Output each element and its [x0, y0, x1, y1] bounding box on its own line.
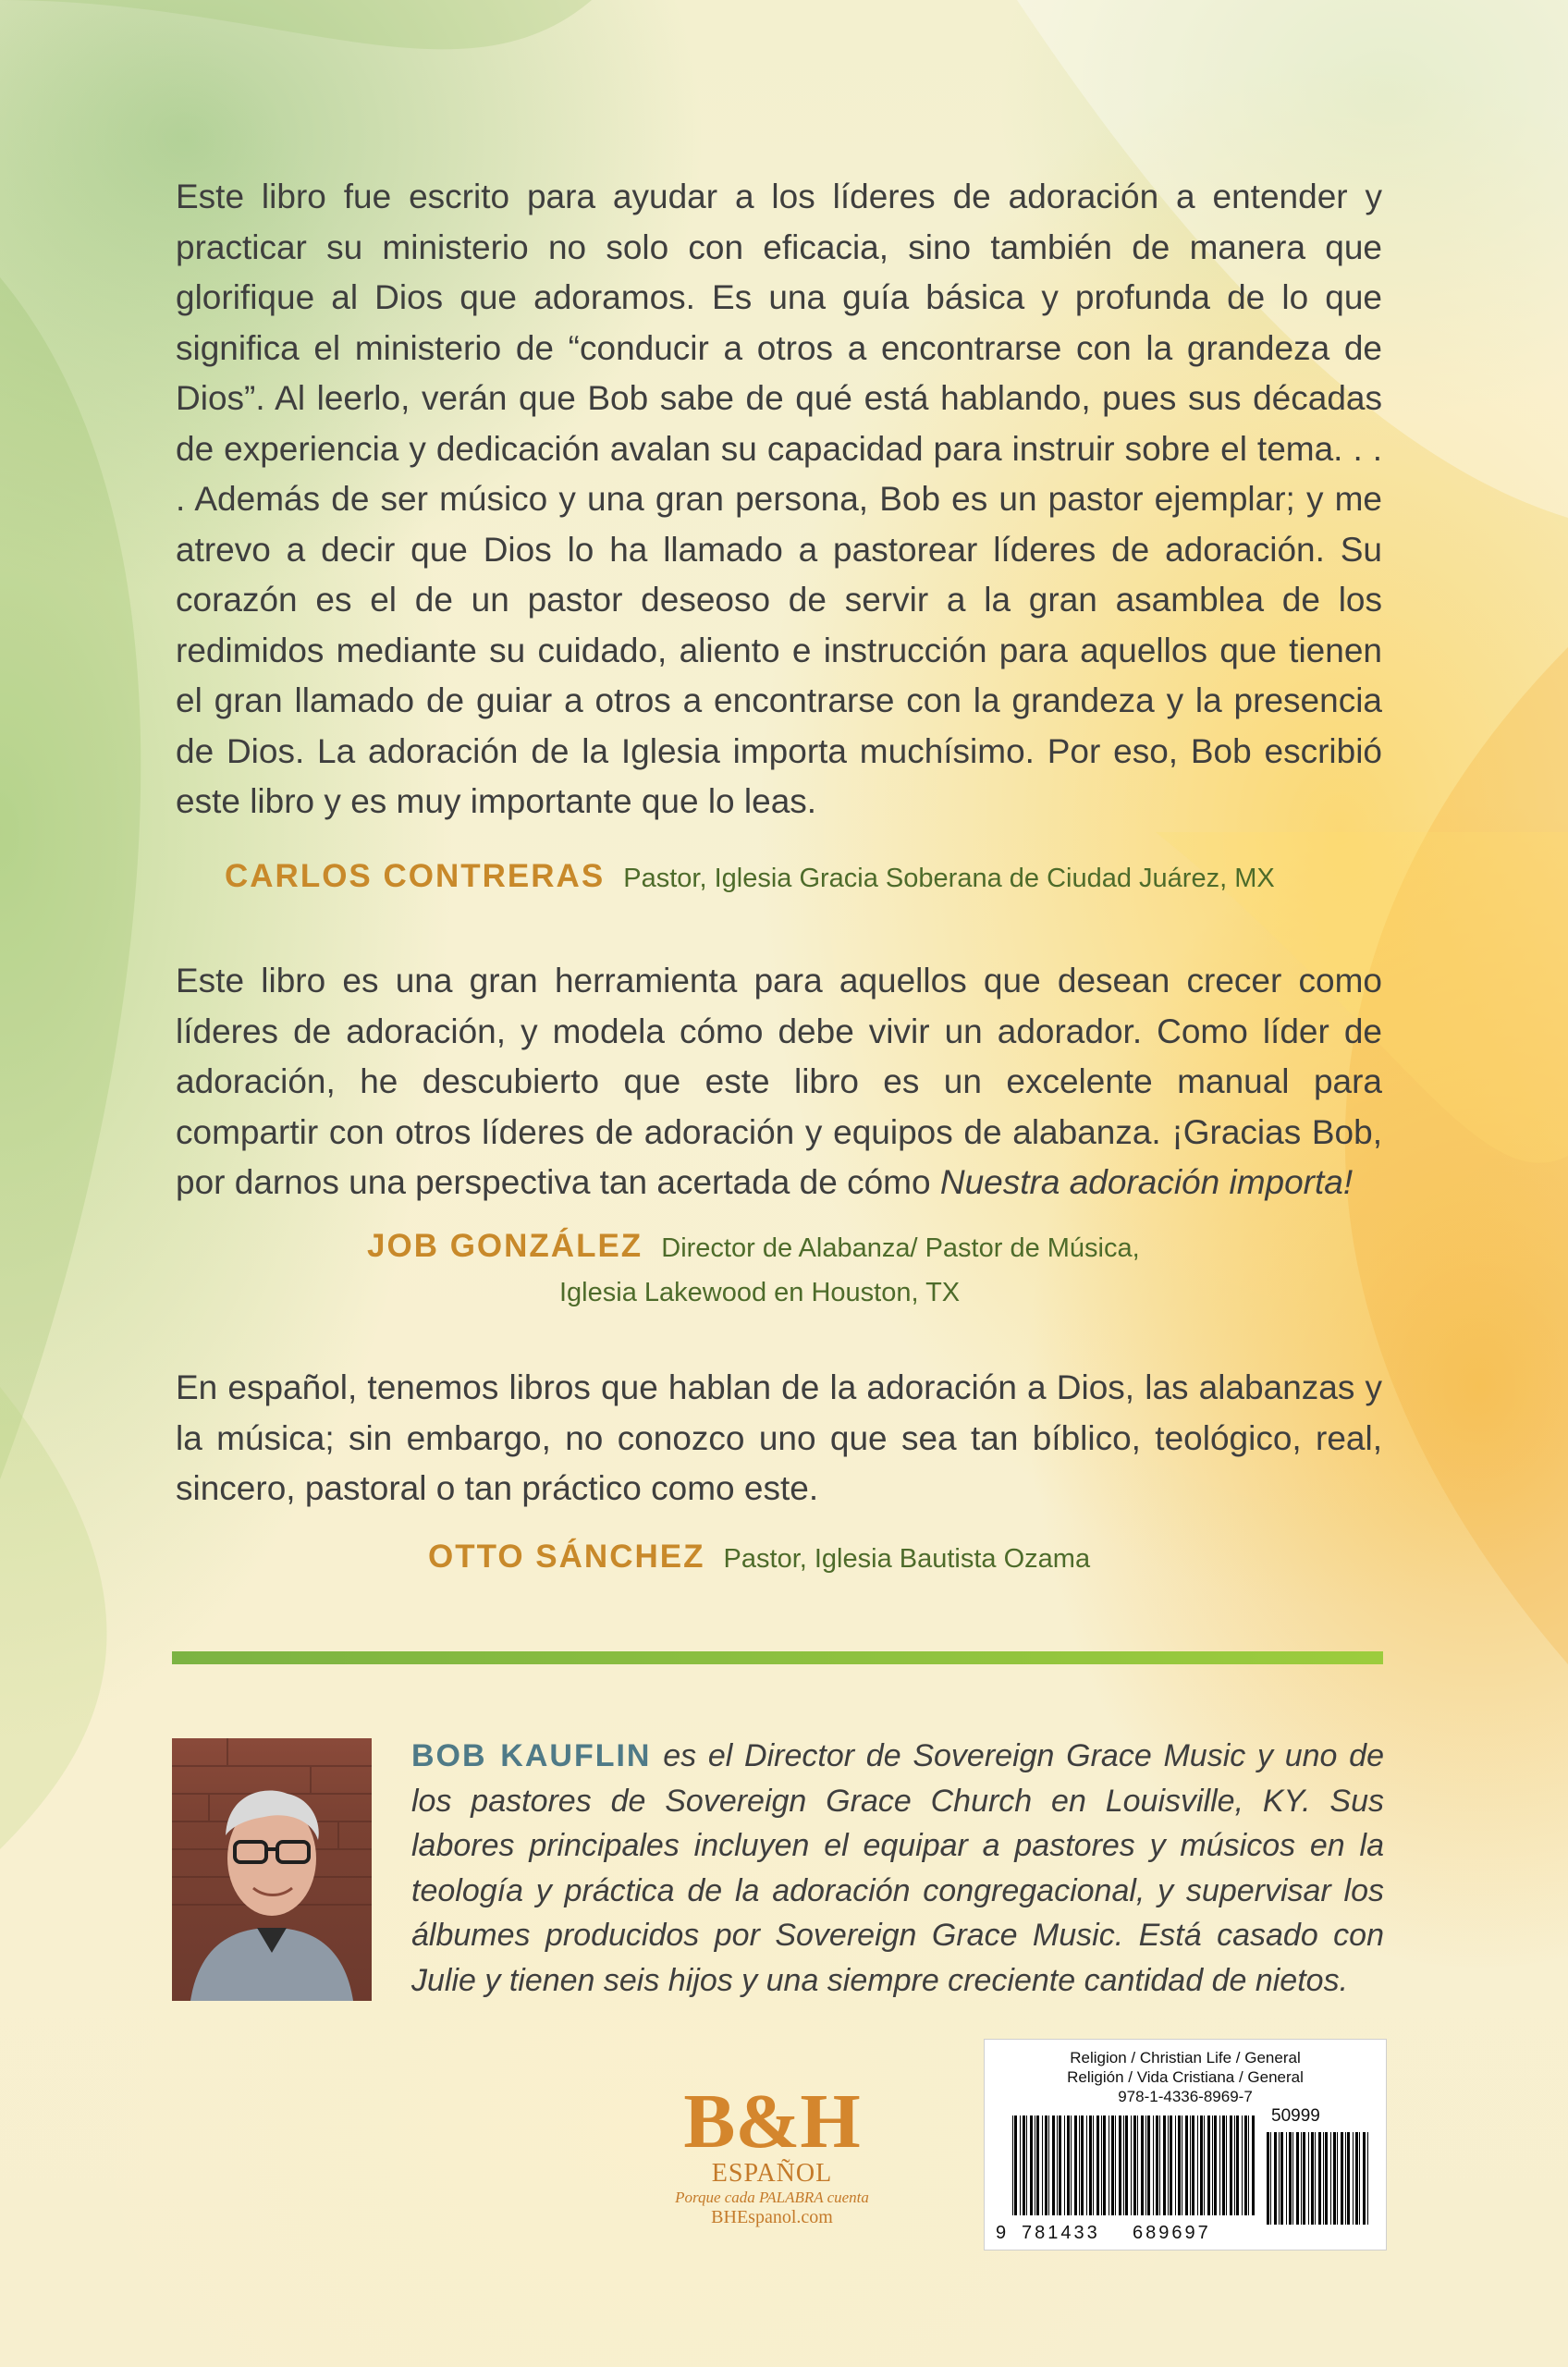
quote-2-name: JOB GONZÁLEZ: [367, 1228, 643, 1264]
quote-1-attribution: [225, 858, 1275, 895]
category-spanish: Religión / Vida Cristiana / General: [1067, 2068, 1304, 2086]
divider-rule: [172, 1651, 1383, 1664]
publisher-logo: [633, 2079, 911, 2228]
publisher-logo-mark: B&H: [683, 2079, 861, 2165]
barcode-digits-left: 781433: [1022, 2223, 1100, 2243]
author-bio-text: es el Director de Sovereign Grace Music y uno de los pastores de Sovereign Grace Church en Louisville, KY. Sus labores principales incluyen el equipar a pastores y músicos en la teología y práctica de la adoración congregacional, y supervisar los álbumes producidos por Sovereign Grace Music. Está casado con Julie y tienen seis hijos y una siempre creciente cantidad de nietos.: [411, 1738, 1384, 1998]
quote-1-text: Este libro fue escrito para ayudar a los líderes de adoración a entender y practicar su ministerio no solo con eficacia, sino también de manera que glorifique al Dios que adoramos. Es una guía básica y profunda de lo que significa el ministerio de “conducir a otros a encontrarse con la grandeza de Dios”. Al leerlo, verán que Bob sabe de qué está hablando, pues sus décadas de experiencia y dedicación avalan su capacidad para instruir sobre el tema. . . . Además de ser músico y una gran persona, Bob es un pastor ejemplar; y me atrevo a decir que Dios lo ha llamado a pastorear líderes de adoración. Su corazón es el de un pastor deseoso de servir a la gran asamblea de los redimidos mediante su cuidado, aliento e instrucción para aquellos que tienen el gran llamado de guiar a otros a encontrarse con la grandeza y la presencia de Dios. La adoración de la Iglesia importa muchísimo. Por eso, Bob escribió este libro y es muy importante que lo leas.: [176, 178, 1382, 820]
author-photo: [172, 1738, 372, 2001]
author-bio: [411, 1734, 1384, 2003]
barcode-digit-first: 9: [996, 2223, 1007, 2243]
price-code: 50999: [1271, 2106, 1320, 2126]
publisher-tagline: Porque cada PALABRA cuenta: [675, 2189, 869, 2206]
quote-1-role: Pastor, Iglesia Gracia Soberana de Ciudad Juárez, MX: [623, 864, 1275, 893]
quote-3-role: Pastor, Iglesia Bautista Ozama: [723, 1544, 1091, 1574]
author-name: BOB KAUFLIN: [411, 1738, 652, 1773]
quote-1-name: CARLOS CONTRERAS: [225, 858, 606, 894]
quote-2-book-title: Nuestra adoración importa!: [939, 1163, 1354, 1201]
quote-2-role-line2: Iglesia Lakewood en Houston, TX: [559, 1278, 961, 1307]
quote-3-text: En español, tenemos libros que hablan de la adoración a Dios, las alabanzas y la música; sin embargo, no conozco uno que sea tan bíblico, teológico, real, sincero, pastoral o tan práctico como este.: [176, 1368, 1382, 1507]
barcode-label: [984, 2039, 1387, 2250]
category-english: Religion / Christian Life / General: [1070, 2049, 1301, 2067]
publisher-logo-sub: ESPAÑOL: [711, 2159, 833, 2188]
barcode-digits-right: 689697: [1133, 2223, 1211, 2243]
isbn-text: 978-1-4336-8969-7: [1118, 2088, 1253, 2105]
quote-3-name: OTTO SÁNCHEZ: [428, 1539, 705, 1575]
quote-2-text-main: Este libro es una gran herramienta para aquellos que desean crecer como líderes de adoración, y modela cómo debe vivir un adorador. Como líder de adoración, he descubierto que este libro es un excelente manual para compartir con otros líderes de adoración y equipos de alabanza. ¡Gracias Bob, por darnos una perspectiva tan acertada de cómo: [176, 962, 1382, 1201]
quote-2-text: [176, 956, 1382, 1208]
quote-2-role-line2-wrap: [559, 1278, 960, 1308]
publisher-url: BHEspanol.com: [711, 2207, 833, 2227]
quote-3-attribution: [428, 1539, 1090, 1576]
quote-2-role-line1: Director de Alabanza/ Pastor de Música,: [661, 1233, 1140, 1263]
quote-2-attribution: [367, 1228, 1140, 1265]
